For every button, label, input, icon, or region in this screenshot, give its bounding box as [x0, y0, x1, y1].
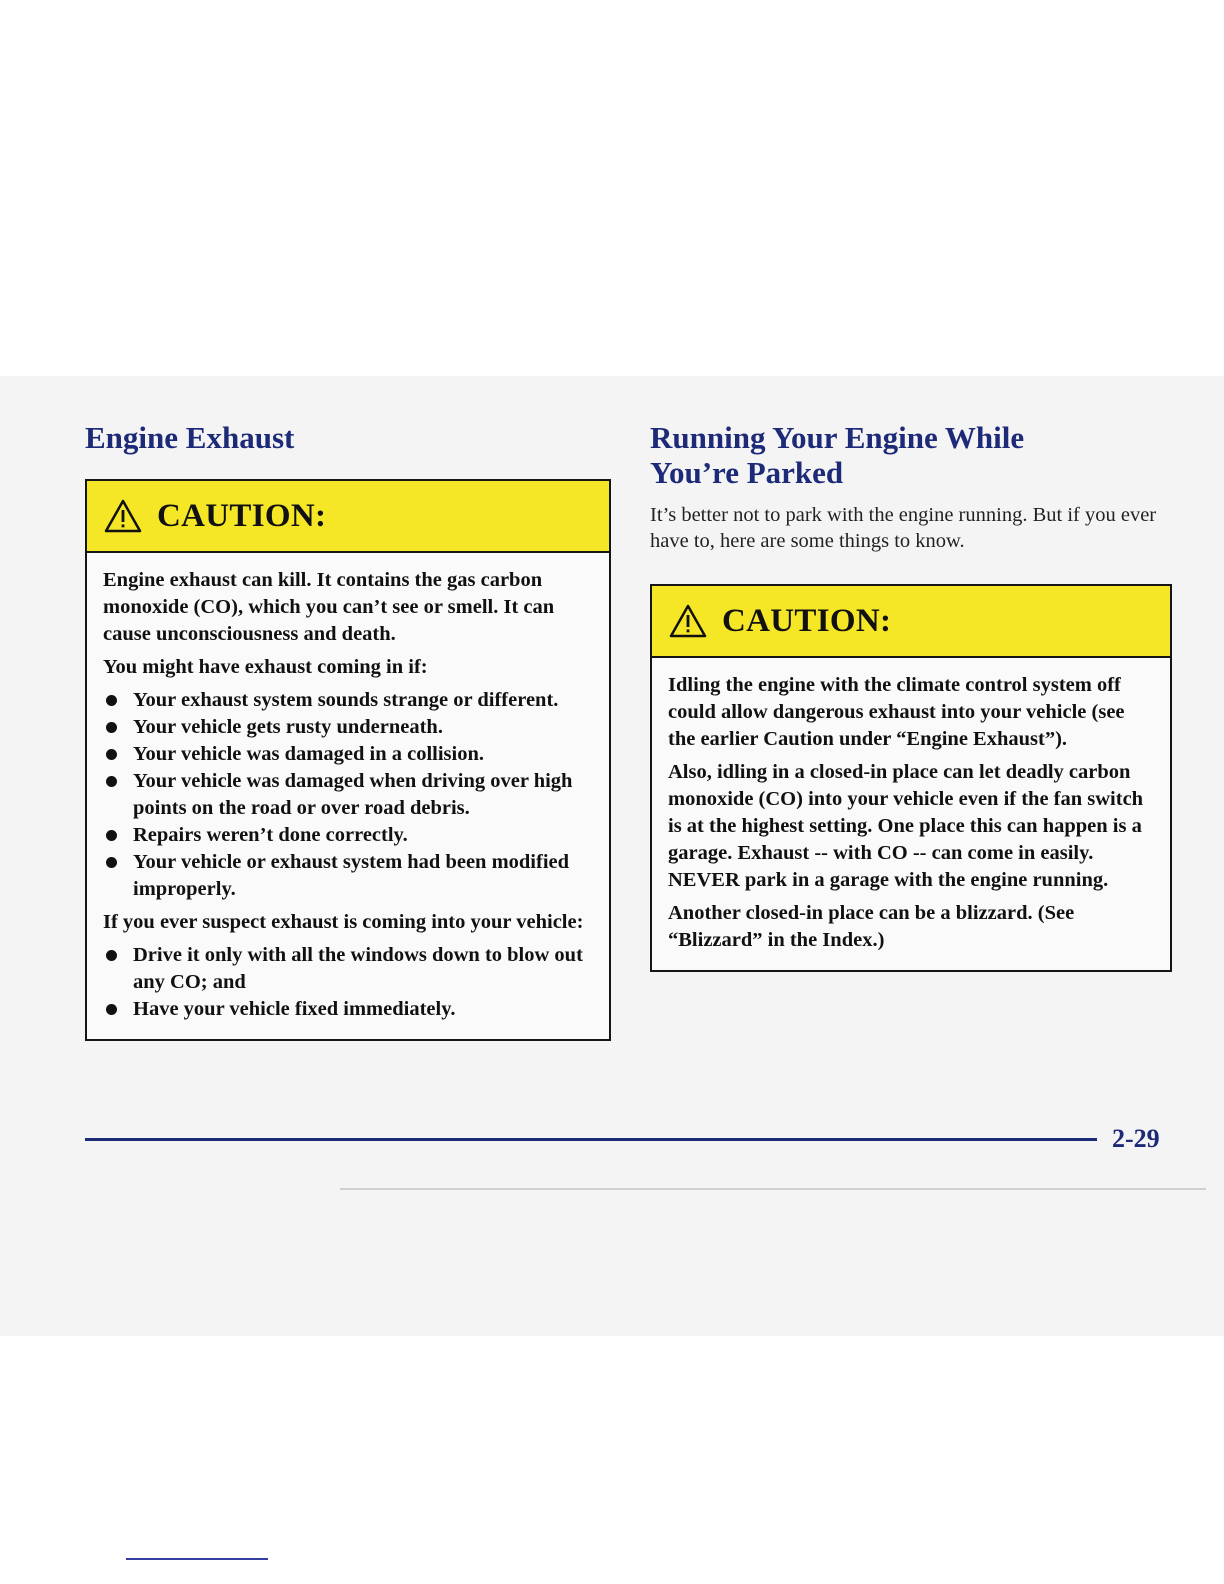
caution-box-engine-exhaust — [85, 479, 611, 1041]
section-title-engine-exhaust: Engine Exhaust — [85, 420, 295, 455]
bullet-list — [103, 942, 595, 1023]
intro-paragraph: It’s better not to park with the engine running. But if you ever have to, here are some things to know. — [650, 504, 1157, 552]
caution-paragraph: Engine exhaust can kill. It contains the gas carbon monoxide (CO), which you can’t see or smell. It can cause unconsciousness and death. — [103, 569, 555, 645]
bullet-icon — [106, 749, 117, 760]
caution-header — [652, 586, 1170, 658]
bullet-icon — [106, 722, 117, 733]
footer-rule — [85, 1138, 1097, 1141]
warning-triangle-icon — [668, 603, 708, 639]
list-item: Drive it only with all the windows down to blow out any CO; and — [103, 942, 595, 996]
list-item: Your vehicle was damaged when driving over high points on the road or over road debris. — [103, 768, 595, 822]
caution-box-idling — [650, 584, 1172, 972]
caution-label: CAUTION: — [157, 497, 327, 534]
caution-paragraph: Also, idling in a closed-in place can let deadly carbon monoxide (CO) into your vehicle even if the fan switch is at the highest setting. One place this can happen is a garage. Exhaust -- with CO -- can come in easily. NEVER park in a garage with the engine running. — [668, 761, 1144, 891]
caution-paragraph: You might have exhaust coming in if: — [103, 656, 428, 678]
bullet-icon — [106, 950, 117, 961]
caution-paragraph: If you ever suspect exhaust is coming into your vehicle: — [103, 911, 584, 933]
list-item: Your vehicle or exhaust system had been modified improperly. — [103, 849, 595, 903]
caution-body — [652, 658, 1170, 970]
warning-triangle-icon — [103, 498, 143, 534]
caution-header — [87, 481, 609, 553]
list-item: Your vehicle was damaged in a collision. — [103, 741, 595, 768]
caution-label: CAUTION: — [722, 602, 892, 639]
section-title-running-engine-parked: Running Your Engine While You’re Parked — [650, 420, 1025, 490]
caution-paragraph: Idling the engine with the climate control system off could allow dangerous exhaust into your vehicle (see the earlier Caution under “Engine Exhaust”). — [668, 674, 1125, 750]
list-item: Repairs weren’t done correctly. — [103, 822, 595, 849]
bullet-icon — [106, 857, 117, 868]
list-item: Have your vehicle fixed immediately. — [103, 996, 595, 1023]
page-number: 2-29 — [1112, 1124, 1160, 1153]
bullet-icon — [106, 1004, 117, 1015]
left-column — [85, 420, 613, 1041]
list-item: Your exhaust system sounds strange or different. — [103, 687, 595, 714]
caution-paragraph: Another closed-in place can be a blizzard. (See “Blizzard” in the Index.) — [668, 902, 1075, 951]
scan-artifact-line — [340, 1188, 1206, 1190]
bullet-list — [103, 687, 595, 903]
bullet-icon — [106, 776, 117, 787]
bottom-rule — [126, 1558, 268, 1560]
caution-body — [87, 553, 609, 1039]
bullet-icon — [106, 830, 117, 841]
list-item: Your vehicle gets rusty underneath. — [103, 714, 595, 741]
bullet-icon — [106, 695, 117, 706]
right-column — [650, 420, 1180, 972]
